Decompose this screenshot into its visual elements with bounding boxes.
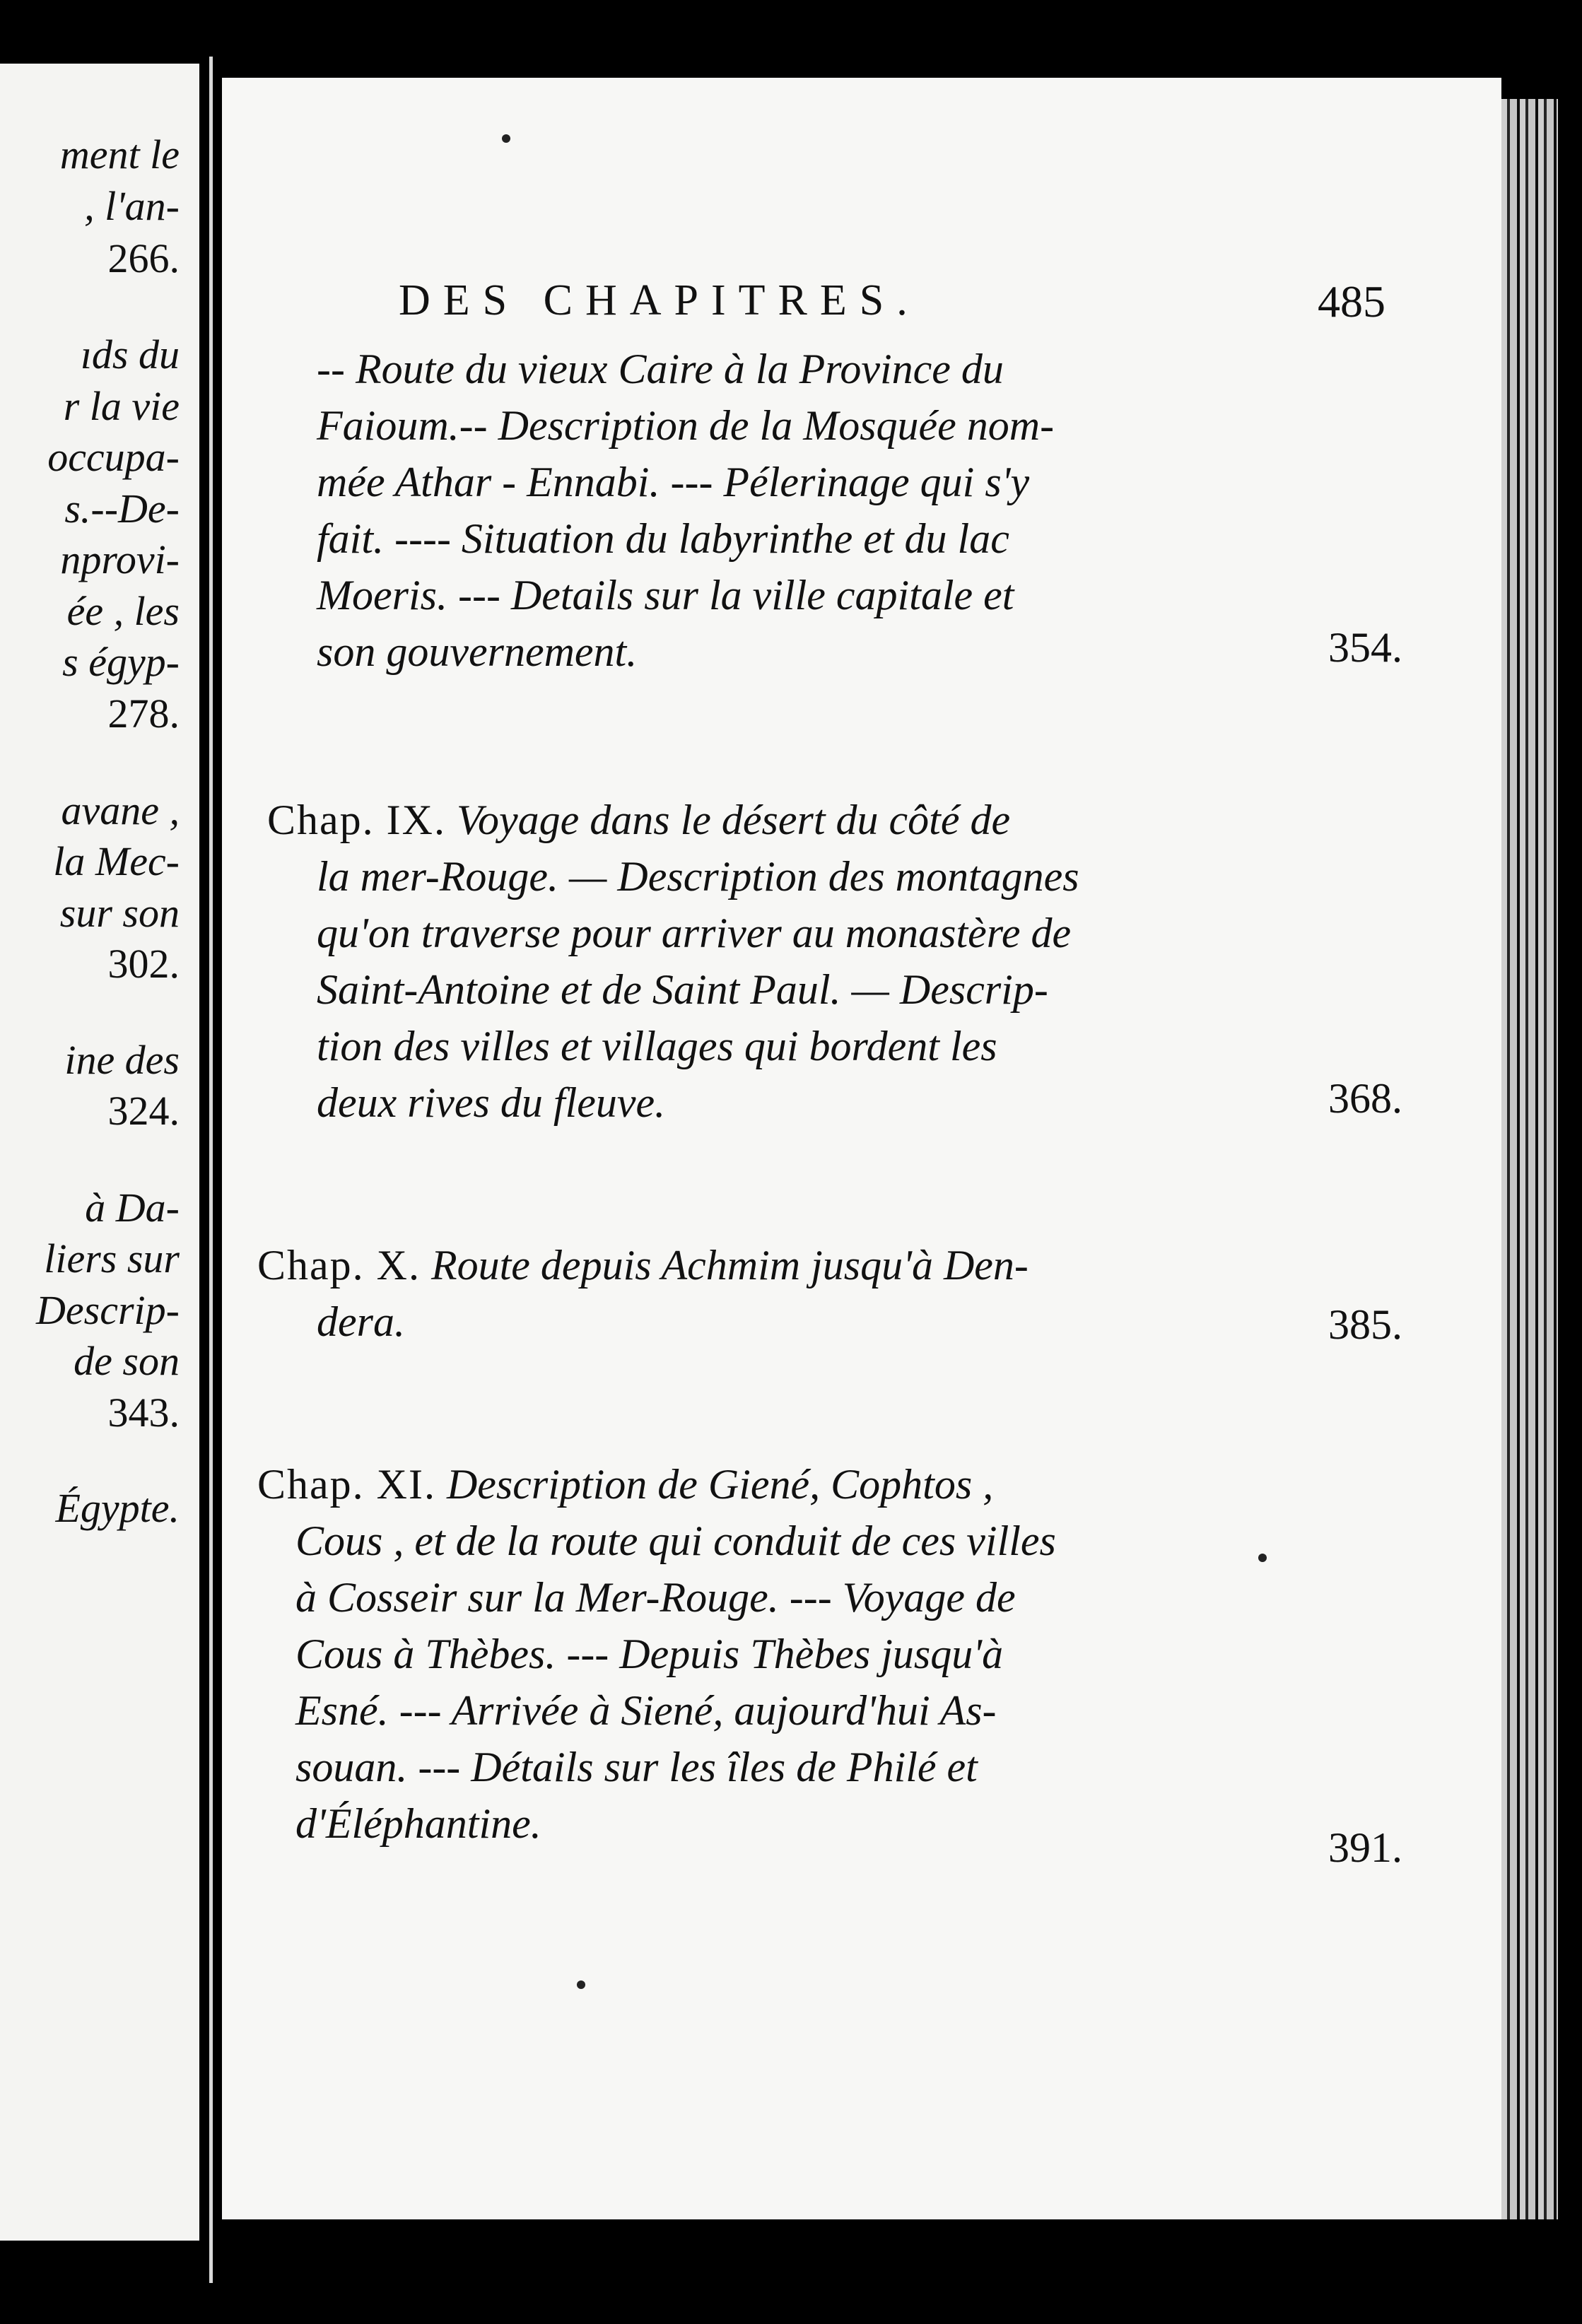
toc-line: Faioum.-- Description de la Mosquée nom- bbox=[317, 402, 1055, 449]
previous-page-line: ment le bbox=[59, 131, 180, 177]
chapter-label: Chap. X. bbox=[257, 1242, 421, 1289]
page-number: 485 bbox=[1318, 276, 1385, 327]
previous-page-line: r la vie bbox=[63, 383, 180, 429]
page-fold-line bbox=[209, 57, 213, 2283]
previous-page-line: liers sur bbox=[44, 1236, 180, 1281]
toc-line: la mer-Rouge. — Description des montagnes bbox=[317, 853, 1079, 900]
previous-page-line: la Mec- bbox=[53, 838, 180, 884]
toc-line: à Cosseir sur la Mer-Rouge. --- Voyage de bbox=[295, 1574, 1016, 1621]
toc-line: fait. ---- Situation du labyrinthe et du lac bbox=[317, 515, 1009, 562]
toc-line: Cous , et de la route qui conduit de ces villes bbox=[295, 1518, 1056, 1564]
toc-page-ref: 391. bbox=[1328, 1824, 1402, 1871]
toc-line: Saint-Antoine et de Saint Paul. — Descrip- bbox=[317, 966, 1048, 1013]
toc-line: Cous à Thèbes. --- Depuis Thèbes jusqu'à bbox=[295, 1631, 1004, 1677]
previous-page-line: ée , les bbox=[66, 588, 180, 634]
toc-line: Description de Giené, Cophtos , bbox=[446, 1461, 994, 1508]
previous-page-line: s égyp- bbox=[62, 639, 180, 685]
toc-line: -- Route du vieux Caire à la Province du bbox=[317, 346, 1004, 392]
toc-line: Route depuis Achmim jusqu'à Den- bbox=[430, 1242, 1029, 1289]
toc-line: d'Éléphantine. bbox=[295, 1800, 541, 1847]
previous-page-line: Égypte. bbox=[55, 1485, 180, 1531]
toc-line: dera. bbox=[317, 1298, 405, 1345]
previous-page-line: nprovi- bbox=[60, 536, 180, 582]
toc-line: Voyage dans le désert du côté de bbox=[456, 797, 1011, 843]
ink-speck bbox=[1258, 1554, 1267, 1562]
previous-page-line: 324. bbox=[107, 1088, 180, 1134]
page-edges bbox=[1501, 99, 1558, 2219]
previous-page-line: s.--De- bbox=[64, 486, 180, 532]
previous-page-line: Descrip- bbox=[36, 1287, 180, 1333]
toc-page-ref: 354. bbox=[1328, 624, 1402, 671]
toc-line: Moeris. --- Details sur la ville capitale et bbox=[317, 572, 1014, 618]
previous-page-line: 266. bbox=[107, 235, 180, 281]
previous-page-line: de son bbox=[74, 1338, 180, 1384]
toc-page-ref: 368. bbox=[1328, 1075, 1402, 1122]
toc-line: deux rives du fleuve. bbox=[317, 1079, 666, 1126]
ink-speck bbox=[502, 134, 510, 143]
previous-page-line: occupa- bbox=[47, 434, 180, 480]
previous-page bbox=[0, 64, 199, 2241]
current-page bbox=[222, 78, 1501, 2219]
toc-line: tion des villes et villages qui bordent les bbox=[317, 1023, 997, 1069]
toc-line: mée Athar - Ennabi. --- Pélerinage qui s'y bbox=[317, 459, 1030, 505]
previous-page-line: , l'an- bbox=[84, 183, 180, 229]
previous-page-line: 278. bbox=[107, 691, 180, 736]
running-head: DES CHAPITRES. bbox=[399, 276, 920, 324]
previous-page-line: 302. bbox=[107, 941, 180, 987]
chapter-label: Chap. IX. bbox=[267, 797, 446, 843]
previous-page-line: avane , bbox=[61, 787, 180, 833]
previous-page-line: sur son bbox=[59, 890, 180, 936]
previous-page-line: à Da- bbox=[85, 1185, 180, 1231]
toc-line: son gouvernement. bbox=[317, 628, 638, 675]
toc-line: Esné. --- Arrivée à Siené, aujourd'hui As- bbox=[295, 1687, 997, 1734]
toc-page-ref: 385. bbox=[1328, 1301, 1402, 1348]
previous-page-line: ine des bbox=[64, 1037, 180, 1083]
toc-line: souan. --- Détails sur les îles de Philé et bbox=[295, 1744, 978, 1790]
chapter-label: Chap. XI. bbox=[257, 1461, 436, 1508]
previous-page-line: 343. bbox=[107, 1390, 180, 1436]
toc-line: qu'on traverse pour arriver au monastère de bbox=[317, 910, 1072, 956]
previous-page-line: ıds du bbox=[80, 331, 180, 377]
ink-speck bbox=[577, 1980, 585, 1989]
